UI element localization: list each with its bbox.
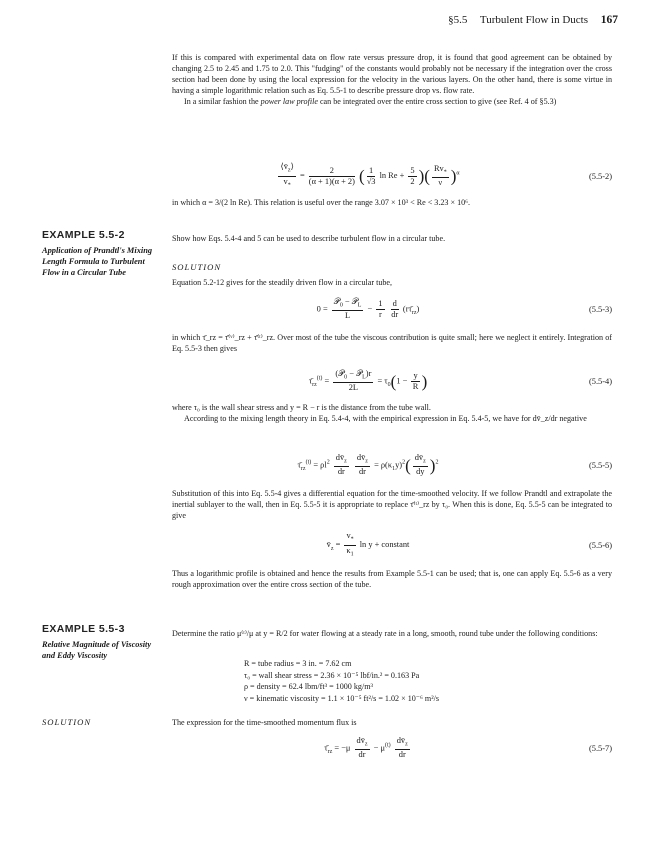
equation-5-5-2-body: $\frac{⟨v̄_z⟩}{v_*}$ = $\frac{2}{(\alpha + 1)(\alpha + 2)}$ ( $\frac{1}{√3}$ ln Re + $\frac{5}{2}$ )( $\frac{Rv_*}{\nu}$ )$^\alpha$	[280, 161, 460, 189]
power-law-term: power law profile	[260, 97, 318, 107]
solution-text-1: Equation 5.2-12 gives for the steadily driven flow in a circular tube,	[172, 278, 393, 287]
equation-5-5-3: 0 = $\frac{𝒫_0 - 𝒫_L}{L}$ − $\frac{1}{r}$ $\frac{d}{dr}$ $(r\taū_{rz})$ (5.5-3)	[316, 296, 612, 321]
running-header	[172, 14, 618, 26]
equation-number: (5.5-7)	[588, 743, 612, 753]
solution-text-6: Thus a logarithmic profile is obtained and hence the results from Example 5.5-1 can be used; that is, one can apply Eq. 5.5-6 as a very rough approximation over the entire cross section of the tube.	[172, 569, 612, 590]
header-title: Turbulent Flow in Ducts	[479, 14, 588, 26]
equation-5-5-7: $\taū_{rz} = -\mu$ $\frac{dv̄_z}{dr}$ − $\mu^{(t)}$ $\frac{dv̄_z}{dr}$ (5.5-7)	[324, 735, 612, 760]
example-label: EXAMPLE 5.5-2	[42, 229, 125, 241]
solution-heading: SOLUTION	[42, 717, 92, 727]
example-title: Relative Magnitude of Viscosity and Eddy Viscosity	[42, 640, 152, 660]
page-number: 167	[600, 14, 618, 26]
solution-text-5: Substitution of this into Eq. 5.5-4 gives a differential equation for the time-smoothed velocity. If we follow Prandtl and extrapolate the inertial sublayer to the wall, then in Eq. 5.5-5 it is appropriate to replace τ̄⁽ᵗ⁾_rz by τ₀. When this is done, Eq. 5.5-5 can be integrated to give	[172, 489, 612, 521]
given-radius: R = tube radius = 3 in. = 7.62 cm	[244, 659, 352, 668]
example-title: Application of Prandtl's Mixing Length Formula to Turbulent Flow in a Circular Tube	[42, 246, 153, 277]
intro-paragraph-2: In a similar fashion the power law profile can be integrated over the entire cross section to give (see Ref. 4 of §5.3)	[184, 97, 557, 107]
header-section: §5.5	[448, 14, 468, 26]
given-viscosity: ν = kinematic viscosity = 1.1 × 10⁻⁵ ft²/s = 1.02 × 10⁻⁶ m²/s	[244, 693, 440, 703]
equation-number: (5.5-2)	[588, 171, 612, 181]
given-density: ρ = density = 62.4 lbm/ft³ = 1000 kg/m³	[244, 682, 373, 691]
intro-text	[172, 52, 612, 107]
example-5-5-3-sidebar	[42, 623, 160, 661]
equation-5-5-4: $\taū_{rz}^{(t)}$ = $\frac{(𝒫_0 - 𝒫_L)r}{2L}$ = $\tau_0(1$ − $\frac{y}{R}$ ) (5.5-4)	[308, 368, 612, 393]
solution-text-2: in which τ̄_rz = τ̄⁽ᵛ⁾_rz + τ̄⁽ᵗ⁾_rz. Over most of the tube the viscous contribution is quite small; here we neglect it entirely. Integration of Eq. 5.5-3 then gives	[172, 333, 612, 354]
equation-number: (5.5-3)	[588, 304, 612, 314]
example-5-5-3-solution-text: The expression for the time-smoothed momentum flux is	[172, 718, 357, 727]
equation-number: (5.5-4)	[588, 376, 612, 386]
equation-5-5-5: $\taū_{rz}^{(t)} = \rho l^2$ $\frac{dv̄_z}{dr}$ $\frac{dv̄_z}{dr}$ = $\rho(\kappa_1y)^2$( $\frac{dv̄_z}{dy}$ )$^2$ (5.5-5)	[297, 452, 612, 477]
equation-5-5-6: $v̄_z$ = $\frac{v_*}{\kappa_1}$ ln y + constant (5.5-6)	[326, 530, 612, 558]
solution-text-4: According to the mixing length theory in Eq. 5.4-4, with the empirical expression in Eq. 5.4-5, we have for dv̄_z/dr negative	[184, 414, 587, 423]
intro-paragraph-1: If this is compared with experimental data on flow rate versus pressure drop, it is found that good agreement can be obtained by changing 2.5 to 2.45 and 1.75 to 2.0. This "fudging" of the constants would probably not be necessary if the integration over the cross section had been done by using the local expression for the velocity in the various layers. On the other hand, there is some virtue in having a simple logarithmic relation such as Eq. 5.5-1 to describe pressure drop vs. flow rate.	[172, 53, 612, 96]
example-5-5-3-statement: Determine the ratio μ⁽ᵗ⁾/μ at y = R/2 for water flowing at a steady rate in a long, smooth, round tube under the following conditions:	[172, 629, 598, 638]
range-text: in which α = 3/(2 ln Re). This relation is useful over the range 3.07 × 10³ < Re < 3.23 × 10⁶.	[172, 198, 471, 207]
solution-text-3: where τ₀ is the wall shear stress and y = R − r is the distance from the tube wall.	[172, 403, 431, 412]
equation-number: (5.5-6)	[588, 540, 612, 550]
solution-heading: SOLUTION	[172, 262, 222, 272]
equation-5-5-2	[172, 161, 612, 189]
example-5-5-2-statement: Show how Eqs. 5.4-4 and 5 can be used to describe turbulent flow in a circular tube.	[172, 234, 446, 243]
equation-number: (5.5-5)	[588, 460, 612, 470]
example-5-5-2-sidebar	[42, 229, 160, 278]
given-wall-stress: τ₀ = wall shear stress = 2.36 × 10⁻⁵ lbf/in.² = 0.163 Pa	[244, 670, 420, 680]
example-label: EXAMPLE 5.5-3	[42, 623, 125, 635]
given-conditions	[244, 658, 439, 704]
